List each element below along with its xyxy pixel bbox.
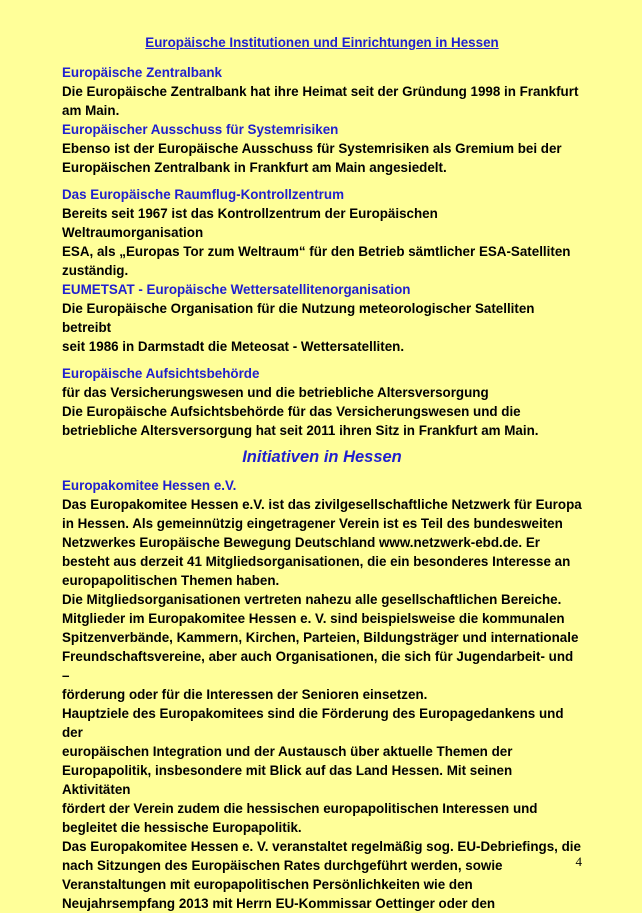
body-text: Die Europäische Organisation für die Nutzung meteorologischer Satelliten betreibt seit 1986 in Darmstadt die Meteosat - Wettersatelliten. — [62, 301, 535, 354]
section-esoc — [62, 185, 582, 280]
paragraph: Die Mitgliedsorganisationen vertreten nahezu alle gesellschaftlichen Bereiche. Mitglieder im Europakomitee Hessen e. V. sind beispielsweise die kommunalen Spitzenverbände, Kammern, Kirchen, Parteien, Bildungsträger und internationale Freundschaftsvereine, aber auch Organisationen, die sich für Jugendarbeit- und – förderung oder für die Interessen der Senioren einsetzen. — [62, 592, 579, 702]
paragraph: Hauptziele des Europakomitees sind die Förderung des Europagedankens und der europäischen Integration und der Austausch über aktuelle Themen der Europapolitik, insbesondere mit Blick auf das Land Hessen. Mit seinen Aktivitäten fördert der Verein zudem die hessischen europapolitischen Interessen und begleitet die hessische Europapolitik. — [62, 706, 564, 835]
section-heading: Europäischer Ausschuss für Systemrisiken — [62, 122, 339, 137]
section-heading: Europäische Aufsichtsbehörde — [62, 366, 260, 381]
initiatives-title: Initiativen in Hessen — [242, 448, 402, 466]
section-heading: Europäische Zentralbank — [62, 65, 222, 80]
section-heading: Das Europäische Raumflug-Kontrollzentrum — [62, 187, 344, 202]
paragraph: Das Europakomitee Hessen e. V. veranstaltet regelmäßig sog. EU-Debriefings, die nach Sitzungen des Europäischen Rates durchgeführt werden, sowie Veranstaltungen mit europapolitischen Persönlichkeiten wie den Neujahrsempfang 2013 mit Herrn EU-Kommissar Oettinger oder den — [62, 839, 581, 911]
document-title: Europäische Institutionen und Einrichtungen in Hessen — [145, 35, 499, 50]
body-text: für das Versicherungswesen und die betriebliche Altersversorgung Die Europäische Aufsichtsbehörde für das Versicherungswesen und die betriebliche Altersversorgung hat seit 2011 ihren Sitz in Frankfurt am Main. — [62, 385, 539, 438]
page-number: 4 — [575, 854, 582, 869]
section-ezb — [62, 63, 582, 120]
section-eumetsat — [62, 280, 582, 356]
body-text: Ebenso ist der Europäische Ausschuss für Systemrisiken als Gremium bei der Europäischen Zentralbank in Frankfurt am Main angesiedelt. — [62, 141, 562, 175]
body-text: Die Europäische Zentralbank hat ihre Heimat seit der Gründung 1998 in Frankfurt am Main. — [62, 84, 579, 118]
paragraph: Das Europakomitee Hessen e.V. ist das zivilgesellschaftliche Netzwerk für Europa in Hessen. Als gemeinnützig eingetragener Verein ist es Teil des bundesweiten Netzwerkes Europäische Bewegung Deutschland www.netzwerk-ebd.de. Er besteht aus derzeit 41 Mitgliedsorganisationen, die ein besonderes Interesse an europapolitischen Themen haben. — [62, 497, 582, 588]
initiative-heading: Europakomitee Hessen e.V. — [62, 478, 237, 493]
section-eiopa — [62, 364, 582, 440]
section-esrb — [62, 120, 582, 177]
body-text: Bereits seit 1967 ist das Kontrollzentrum der Europäischen Weltraumorganisation ESA, als „Europas Tor zum Weltraum“ für den Betrieb sämtlicher ESA-Satelliten zuständig. — [62, 206, 571, 278]
section-heading: EUMETSAT - Europäische Wettersatellitenorganisation — [62, 282, 411, 297]
